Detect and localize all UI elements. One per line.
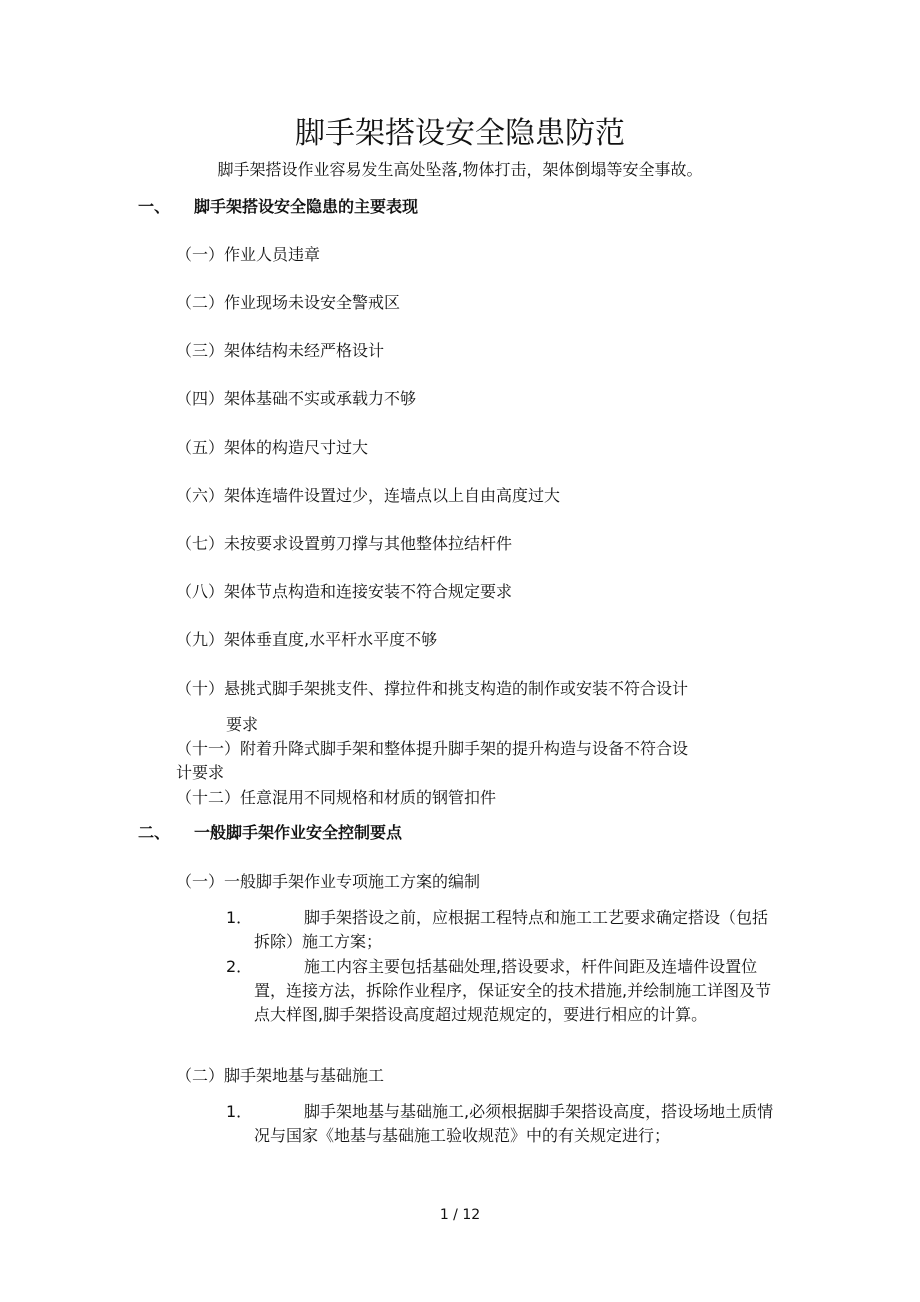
list-item: （三）架体结构未经严格设计 bbox=[176, 341, 385, 360]
list-item-continuation: 计要求 bbox=[176, 763, 225, 782]
list-item: （一）作业人员违章 bbox=[176, 245, 321, 264]
numbered-paragraph bbox=[226, 906, 786, 954]
section-heading-1 bbox=[138, 195, 638, 219]
subsection-heading: （二）脚手架地基与基础施工 bbox=[176, 1066, 385, 1085]
document-title: 脚手架搭设安全隐患防范 bbox=[295, 116, 625, 151]
list-item: （七）未按要求设置剪刀撑与其他整体拉结杆件 bbox=[176, 534, 513, 553]
list-item: （九）架体垂直度,水平杆水平度不够 bbox=[176, 630, 438, 649]
paragraph-number: 1． bbox=[226, 1102, 253, 1121]
paragraph-text: 施工内容主要包括基础处理,搭设要求，杆件间距及连墙件设置位置，连接方法，拆除作业程序，保证安全的技术措施,并绘制施工详图及节点大样图,脚手架搭设高度超过规范规定的，要进行相应的计算。 bbox=[254, 957, 772, 1024]
document-subtitle: 脚手架搭设作业容易发生高处坠落,物体打击，架体倒塌等安全事故。 bbox=[217, 160, 703, 179]
section-number: 二、 bbox=[138, 823, 171, 842]
paragraph-text: 脚手架地基与基础施工,必须根据脚手架搭设高度，搭设场地土质情况与国家《地基与基础施工验收规范》中的有关规定进行； bbox=[254, 1102, 774, 1145]
section-heading-2 bbox=[138, 821, 638, 845]
list-item: （十二）任意混用不同规格和材质的钢管扣件 bbox=[176, 788, 497, 807]
list-item: （十一）附着升降式脚手架和整体提升脚手架的提升构造与设备不符合设 bbox=[176, 739, 689, 758]
paragraph-number: 1． bbox=[226, 908, 253, 927]
section-number: 一、 bbox=[138, 197, 171, 216]
section-title: 脚手架搭设安全隐患的主要表现 bbox=[194, 197, 419, 216]
section-title: 一般脚手架作业安全控制要点 bbox=[194, 823, 403, 842]
numbered-paragraph bbox=[226, 1100, 786, 1172]
paragraph-number: 2． bbox=[226, 957, 253, 976]
list-item: （八）架体节点构造和连接安装不符合规定要求 bbox=[176, 582, 513, 601]
subsection-heading: （一）一般脚手架作业专项施工方案的编制 bbox=[176, 872, 481, 891]
list-item: （五）架体的构造尺寸过大 bbox=[176, 438, 369, 457]
page-indicator: 1 / 12 bbox=[439, 1207, 481, 1223]
list-item: （十）悬挑式脚手架挑支件、撑拉件和挑支构造的制作或安装不符合设计 bbox=[176, 679, 689, 698]
list-item: （二）作业现场未设安全警戒区 bbox=[176, 293, 401, 312]
list-item: （六）架体连墙件设置过少，连墙点以上自由高度过大 bbox=[176, 486, 561, 505]
paragraph-text: 脚手架搭设之前，应根据工程特点和施工工艺要求确定搭设（包括拆除）施工方案； bbox=[254, 908, 769, 951]
list-item-continuation: 要求 bbox=[226, 715, 259, 734]
list-item: （四）架体基础不实或承载力不够 bbox=[176, 389, 417, 408]
numbered-paragraph bbox=[226, 955, 786, 1051]
